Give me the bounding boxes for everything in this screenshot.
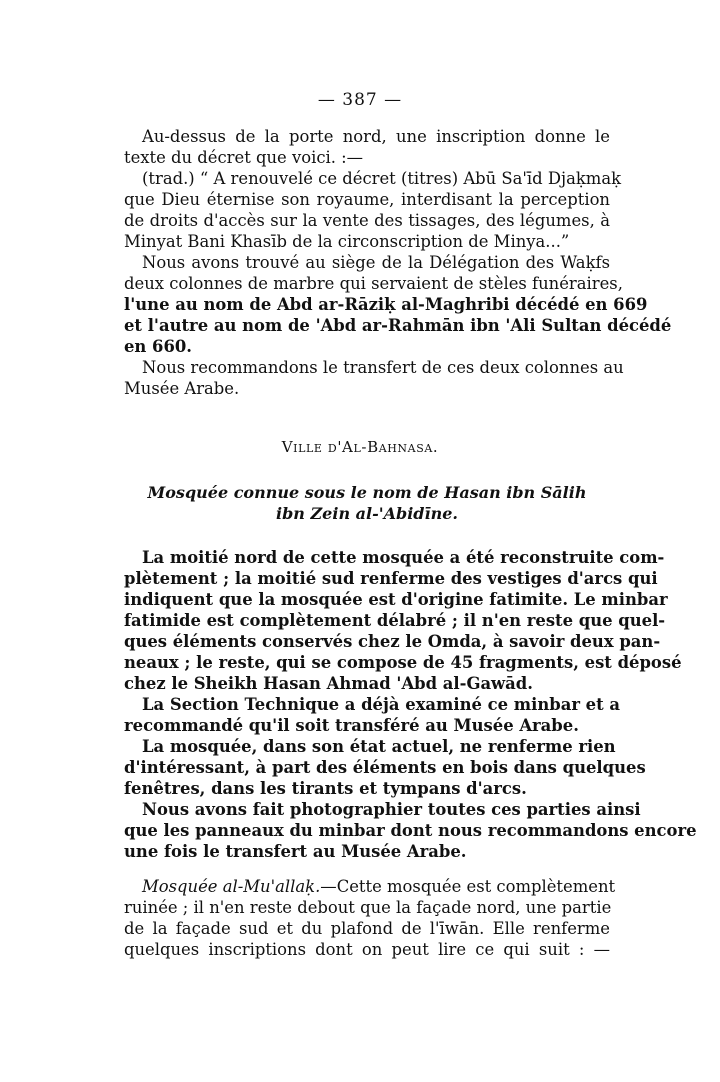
text-line: chez le Sheikh Hasan Ahmad 'Abd al-Gawād.: [124, 674, 533, 693]
text-line: recommandé qu'il soit transféré au Musée Arabe.: [124, 716, 579, 735]
text-line: que les panneaux du minbar dont nous recommandons encore: [124, 821, 697, 840]
text-line-with-title: [124, 876, 616, 897]
text-line: de la façade sud et du plafond de l'īwān. Elle renferme: [124, 919, 610, 938]
text-line: fenêtres, dans les tirants et tympans d'arcs.: [124, 779, 527, 798]
text-line: l'une au nom de Abd ar-Rāziḳ al-Maghribi décédé en 669: [124, 295, 648, 314]
text-line: La Section Technique a déjà examiné ce minbar et a: [142, 695, 621, 714]
paragraph-block-2: [124, 547, 697, 862]
text-line: neaux ; le reste, qui se compose de 45 fragments, est déposé: [124, 653, 682, 672]
section-subtitle-line-2: ibn Zein al-'Abidīne.: [276, 504, 458, 523]
text-line: d'intéressant, à part des éléments en bois dans quelques: [124, 758, 646, 777]
section-subtitle-line-1: Mosquée connue sous le nom de Hasan ibn Sālih: [147, 483, 587, 502]
text-line: Musée Arabe.: [124, 379, 240, 398]
text-line: fatimide est complètement délabré ; il n'en reste que quel-: [124, 611, 666, 630]
text-line: une fois le transfert au Musée Arabe.: [124, 842, 467, 861]
text-line: de droits d'accès sur la vente des tissages, des légumes, à: [124, 211, 610, 230]
text-line: quelques inscriptions dont on peut lire ce qui suit : —: [124, 940, 610, 959]
paragraph-block-1: [124, 126, 672, 399]
text-line: ques éléments conservés chez le Omda, à savoir deux pan-: [124, 632, 661, 651]
page-number: — 387 —: [317, 90, 403, 110]
text-line: Nous recommandons le transfert de ces deux colonnes au: [142, 358, 624, 377]
text-line-rest: —Cette mosquée est complètement: [320, 877, 616, 896]
text-line: Au-dessus de la porte nord, une inscription donne le: [142, 127, 610, 146]
section-heading: Ville d'Al-Bahnasa.: [281, 438, 439, 456]
text-line: indiquent que la mosquée est d'origine fatimite. Le minbar: [124, 590, 668, 609]
text-line: texte du décret que voici. :—: [124, 148, 364, 167]
text-line: et l'autre au nom de 'Abd ar-Rahmān ibn 'Ali Sultan décédé: [124, 316, 672, 335]
mosque-title: Mosquée al-Mu'allaḳ.: [142, 877, 321, 896]
text-line: en 660.: [124, 337, 192, 356]
text-line: plètement ; la moitié sud renferme des vestiges d'arcs qui: [124, 569, 658, 588]
text-line: que Dieu éternise son royaume, interdisant la perception: [124, 190, 610, 209]
text-line: La mosquée, dans son état actuel, ne renferme rien: [142, 737, 616, 756]
text-line: ruinée ; il n'en reste debout que la façade nord, une partie: [124, 898, 612, 917]
paragraph-block-3: [124, 876, 616, 960]
text-line: Nous avons trouvé au siège de la Délégation des Waḳfs: [142, 253, 610, 272]
text-line: (trad.) “ A renouvelé ce décret (titres) Abū Sa'īd Djaḳmaḳ: [142, 169, 622, 188]
text-line: La moitié nord de cette mosquée a été reconstruite com-: [142, 548, 665, 567]
text-line: Nous avons fait photographier toutes ces parties ainsi: [142, 800, 641, 819]
text-line: deux colonnes de marbre qui servaient de stèles funéraires,: [124, 274, 623, 293]
text-line: Minyat Bani Khasīb de la circonscription de Minya...”: [124, 232, 570, 251]
